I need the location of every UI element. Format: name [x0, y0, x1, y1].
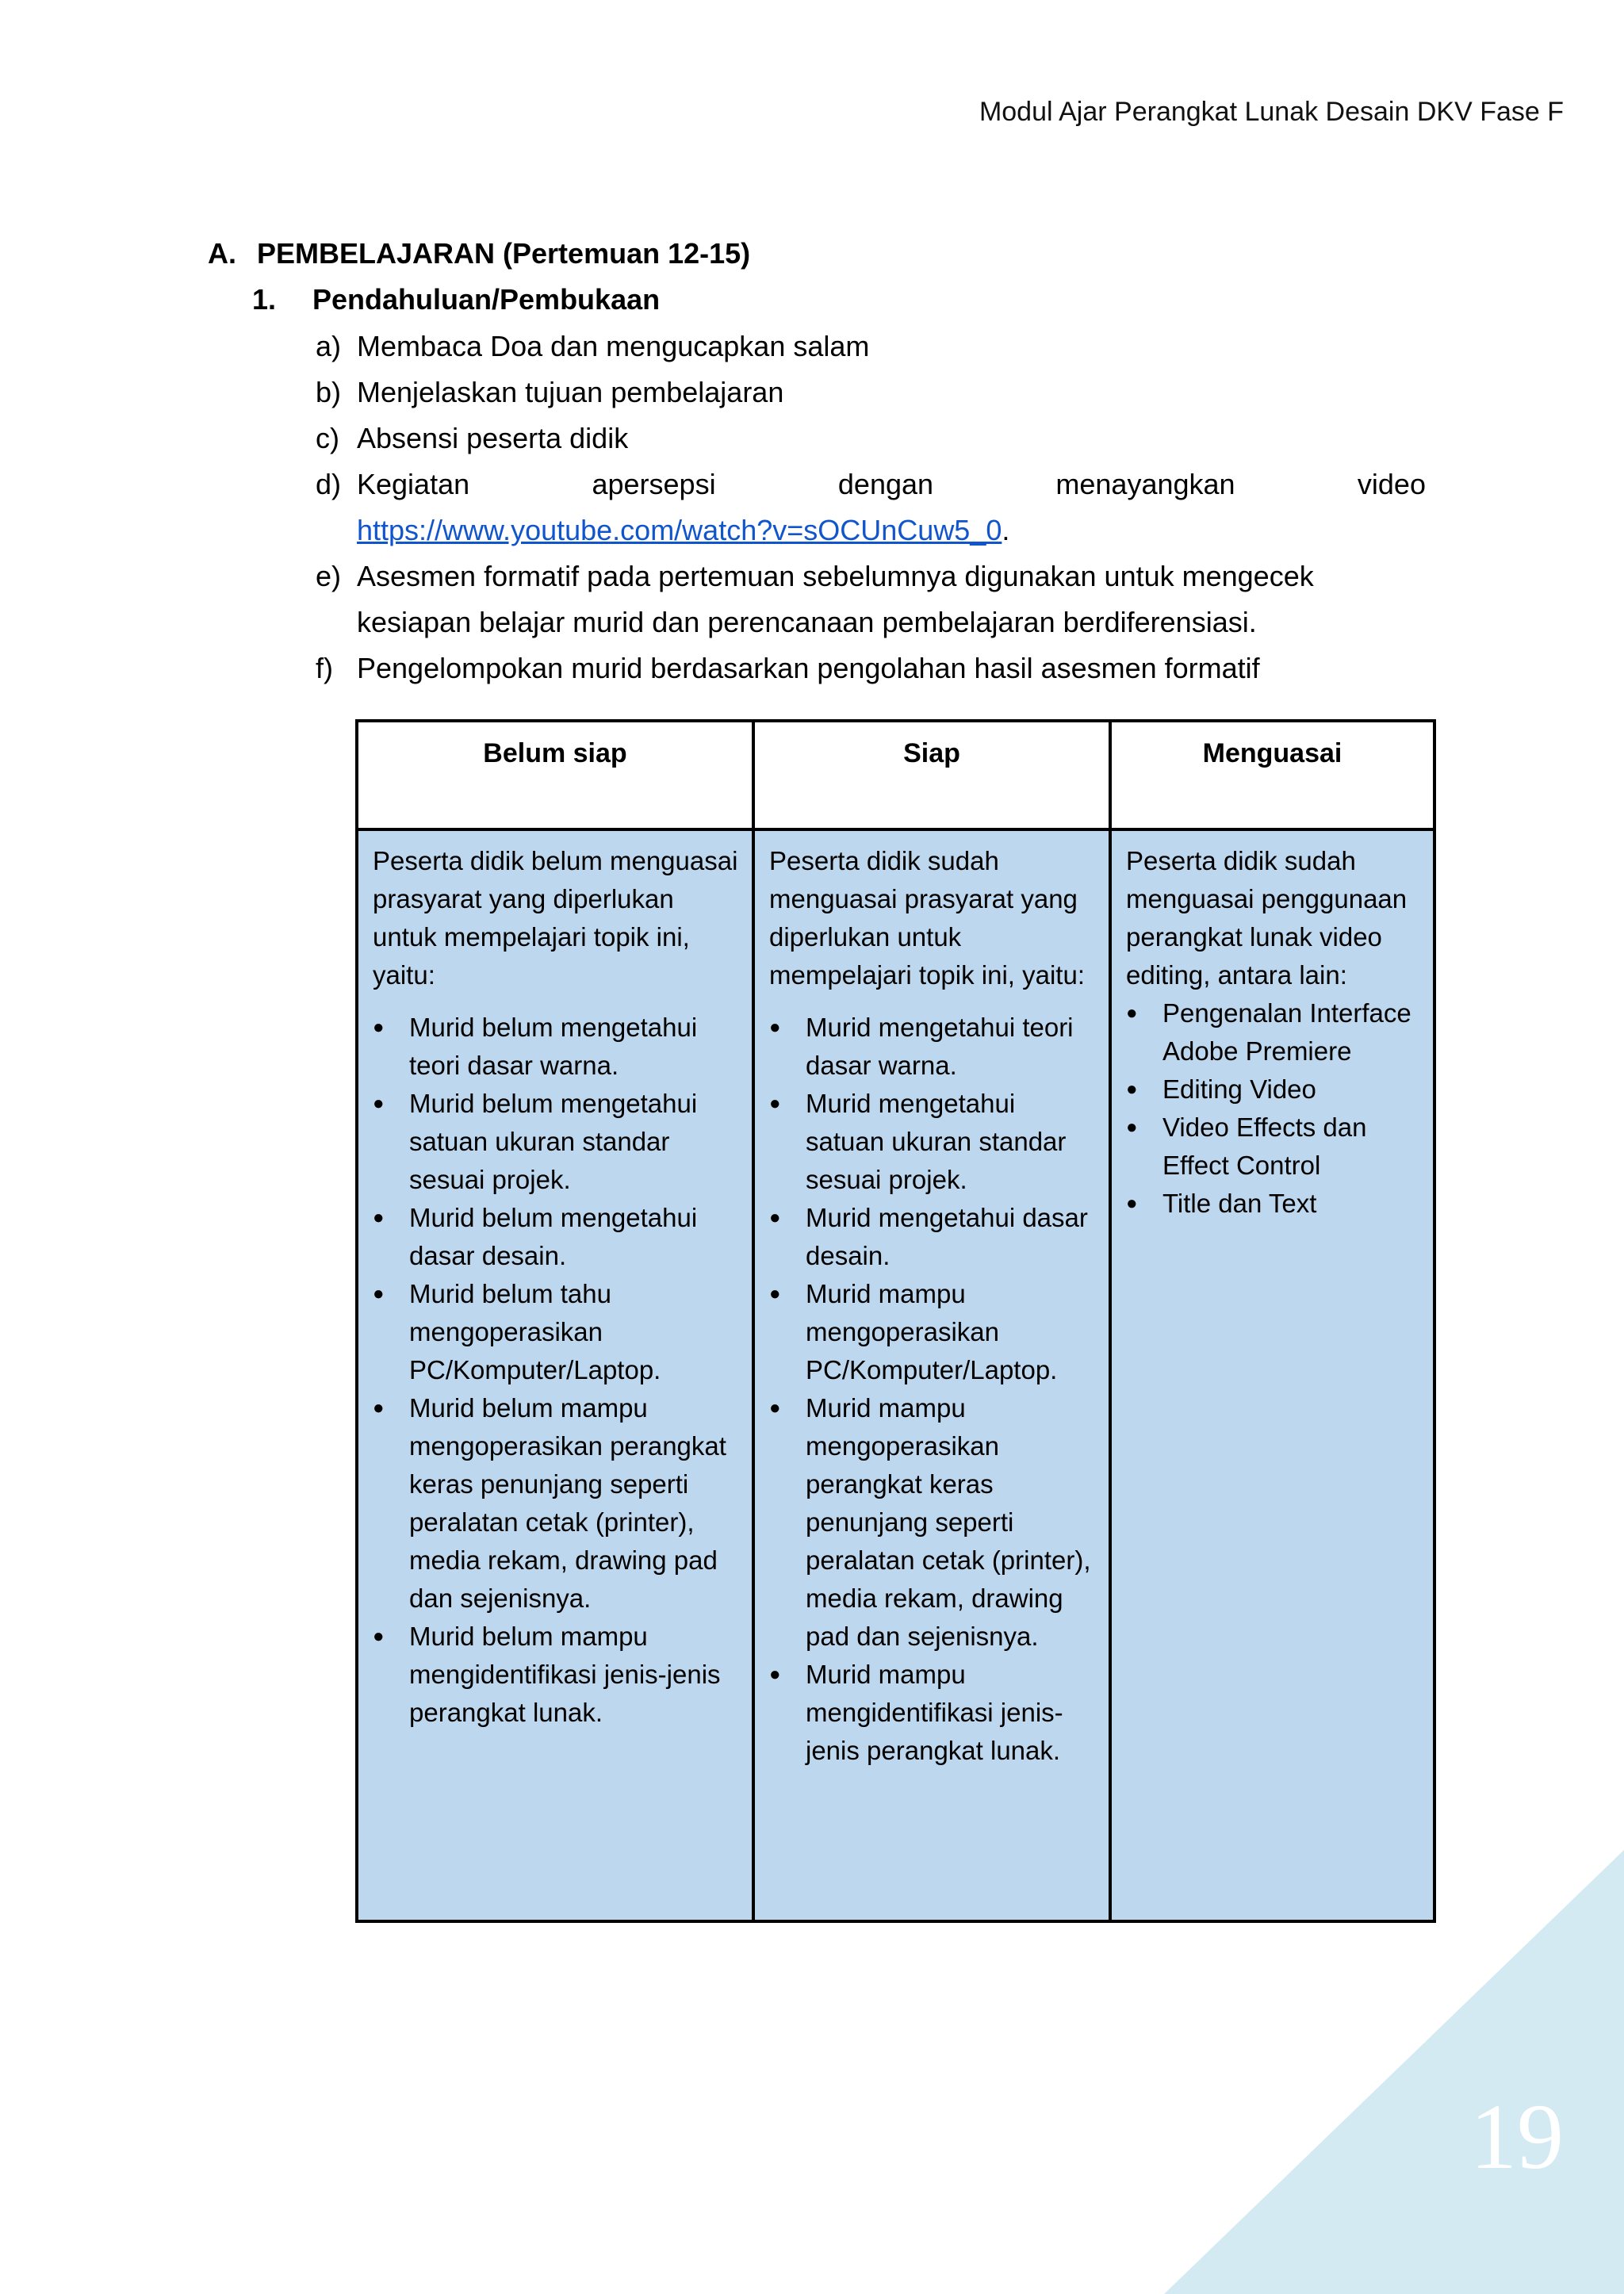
list-marker: d) — [316, 468, 342, 500]
word: video — [1357, 468, 1426, 500]
section-title: PEMBELAJARAN (Pertemuan 12-15) — [257, 237, 751, 270]
list-item-text: Membaca Doa dan mengucapkan salam — [357, 330, 870, 362]
cell-description: Peserta didik belum menguasai prasyarat yang diperlukan untuk mempelajari topik ini, yaitu: — [373, 846, 738, 990]
page-number: 19 — [1470, 2085, 1564, 2189]
word: dengan — [837, 468, 934, 500]
list-item — [316, 645, 1426, 691]
subsection-number: 1. — [252, 283, 277, 316]
bullet-item: ● Murid belum mengetahui satuan ukuran standar sesuai projek. — [373, 1085, 742, 1199]
word: menayangkan — [1055, 468, 1235, 500]
section-heading — [208, 235, 750, 273]
bullet-item: ● Video Effects dan Effect Control — [1126, 1109, 1423, 1185]
word: Kegiatan — [357, 468, 470, 500]
bullet-item: ● Title dan Text — [1126, 1185, 1423, 1223]
subsection-heading — [252, 281, 660, 319]
header-siap: Siap — [753, 721, 1110, 829]
apersepsi-line — [357, 461, 1426, 507]
list-marker: a) — [316, 330, 342, 362]
bullet-list — [769, 1009, 1099, 1770]
list-item — [316, 370, 1426, 416]
page-header: Modul Ajar Perangkat Lunak Desain DKV Fase F — [979, 97, 1564, 127]
bullet-item: ● Murid belum mampu mengoperasikan perangkat keras penunjang seperti peralatan cetak (printer), media rekam, drawing pad dan sejenisnya. — [373, 1389, 742, 1618]
list-marker: e) — [316, 560, 342, 592]
bullet-item: ● Editing Video — [1126, 1070, 1423, 1109]
list-item-text: Absensi peserta didik — [357, 422, 629, 454]
youtube-video-link[interactable]: https://www.youtube.com/watch?v=sOCUnCuw5_0 — [357, 514, 1002, 546]
bullet-item: ● Murid belum mampu mengidentifikasi jenis-jenis perangkat lunak. — [373, 1618, 742, 1732]
video-link-line — [357, 514, 1009, 546]
bullet-item: ● Murid belum mengetahui teori dasar warna. — [373, 1009, 742, 1085]
bullet-item: ● Pengenalan Interface Adobe Premiere — [1126, 994, 1423, 1070]
cell-belum-siap — [357, 829, 753, 1921]
bullet-item: ● Murid mengetahui dasar desain. — [769, 1199, 1099, 1275]
bullet-item: ● Murid mampu mengoperasikan perangkat keras penunjang seperti peralatan cetak (printer), media rekam, drawing pad dan sejenisnya. — [769, 1389, 1099, 1656]
bullet-list — [1126, 994, 1423, 1223]
cell-siap — [753, 829, 1110, 1921]
section-number: A. — [208, 237, 236, 270]
bullet-item: ● Murid mengetahui teori dasar warna. — [769, 1009, 1099, 1085]
bullet-item: ● Murid belum tahu mengoperasikan PC/Komputer/Laptop. — [373, 1275, 742, 1389]
bullet-item: ● Murid mampu mengidentifikasi jenis-jenis perangkat lunak. — [769, 1656, 1099, 1770]
link-suffix: . — [1002, 514, 1010, 546]
word: apersepsi — [592, 468, 716, 500]
list-item-text: Pengelompokan murid berdasarkan pengolahan hasil asesmen formatif — [357, 652, 1260, 684]
table-header-row — [357, 721, 1434, 829]
cell-description: Peserta didik sudah menguasai penggunaan perangkat lunak video editing, antara lain: — [1126, 846, 1408, 990]
list-item — [316, 553, 1426, 645]
bullet-item: ● Murid mengetahui satuan ukuran standar sesuai projek. — [769, 1085, 1099, 1199]
list-item-text: Asesmen formatif pada pertemuan sebelumnya digunakan untuk mengecek kesiapan belajar murid dan perencanaan pembelajaran berdiferensiasi. — [357, 560, 1314, 638]
cell-description: Peserta didik sudah menguasai prasyarat yang diperlukan untuk mempelajari topik ini, yaitu: — [769, 846, 1085, 990]
list-item — [316, 461, 1426, 553]
list-item — [316, 324, 1426, 370]
subsection-title: Pendahuluan/Pembukaan — [312, 283, 661, 316]
student-grouping-table — [355, 719, 1436, 1923]
table-row — [357, 829, 1434, 1921]
header-menguasai: Menguasai — [1110, 721, 1434, 829]
bullet-list — [373, 1009, 742, 1732]
opening-activities-list — [316, 324, 1426, 691]
list-item-text — [357, 461, 1426, 553]
header-belum-siap: Belum siap — [357, 721, 753, 829]
bullet-item: ● Murid mampu mengoperasikan PC/Komputer/Laptop. — [769, 1275, 1099, 1389]
list-marker: c) — [316, 422, 339, 454]
list-item — [316, 416, 1426, 461]
list-item-text: Menjelaskan tujuan pembelajaran — [357, 376, 784, 408]
cell-menguasai — [1110, 829, 1434, 1921]
bullet-item: ● Murid belum mengetahui dasar desain. — [373, 1199, 742, 1275]
list-marker: f) — [316, 652, 333, 684]
list-marker: b) — [316, 376, 342, 408]
